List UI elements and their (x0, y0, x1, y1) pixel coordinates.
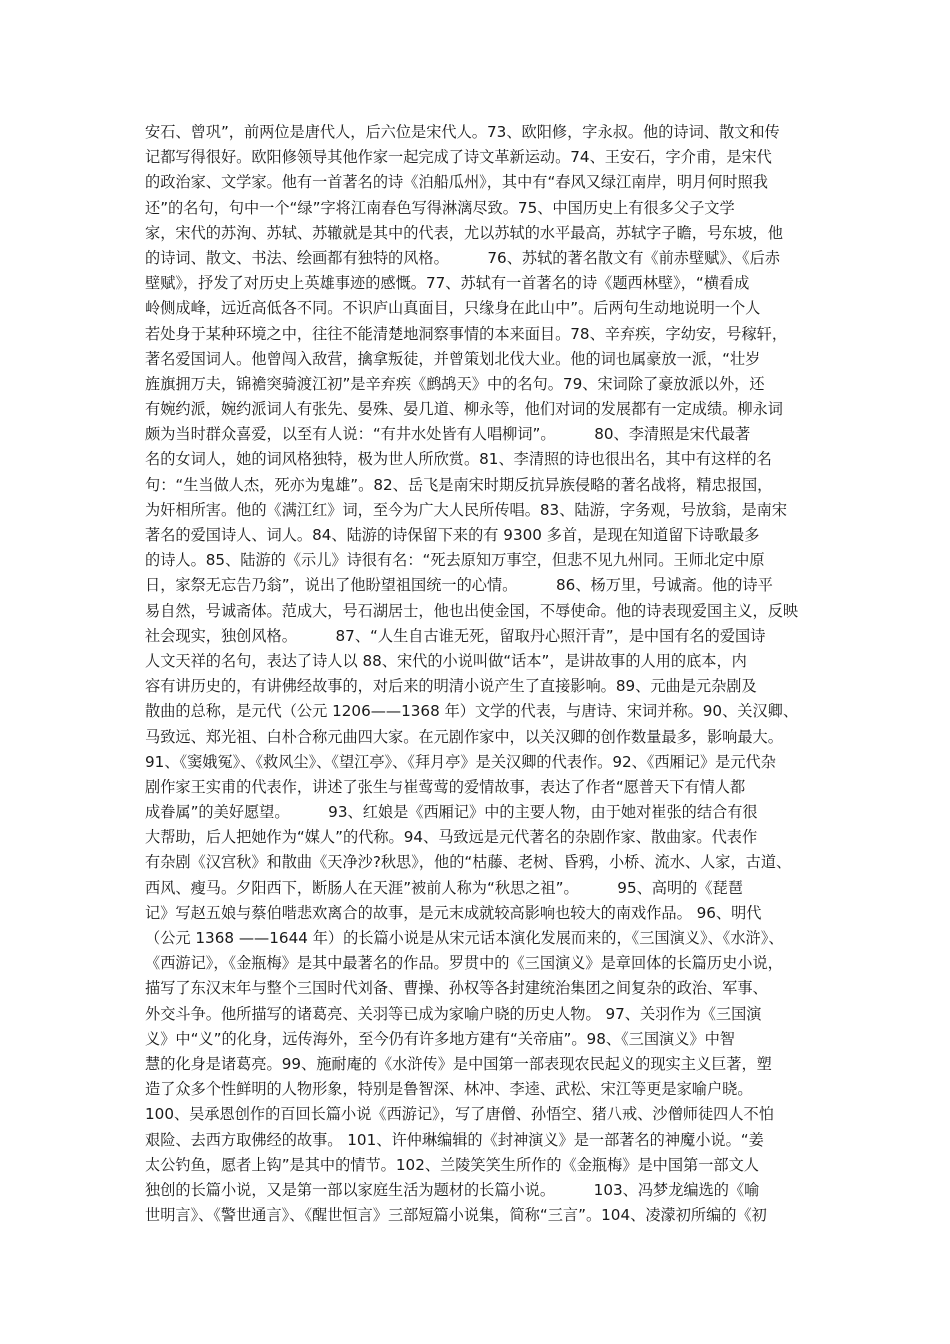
text-line: 马致远、郑光祖、白朴合称元曲四大家。在元剧作家中，以关汉卿的创作数量最多，影响最大。 (145, 727, 783, 746)
text-line: 的诗人。85、陆游的《示儿》诗很有名：“死去原知万事空，但悲不见九州同。王师北定中原 (145, 551, 765, 570)
text-line: 记》写赵五娘与蔡伯喈悲欢离合的故事，是元末成就较高影响也较大的南戏作品。 96、明代 (145, 903, 762, 922)
text-line: 剧作家王实甫的代表作，讲述了张生与崔莺莺的爱情故事，表达了作者“愿普天下有情人都 (145, 777, 746, 796)
text-line: 的政治家、文学家。他有一首著名的诗《泊船瓜州》，其中有“春风又绿江南岸，明月何时照我 (145, 173, 768, 192)
text-line: 颇为当时群众喜爱，以至有人说：“有井水处皆有人唱柳词”。 80、李清照是宋代最著 (145, 425, 751, 444)
text-line: 记都写得很好。欧阳修领导其他作家一起完成了诗文革新运动。74、王安石，字介甫，是宋代 (145, 148, 772, 167)
text-line: 造了众多个性鲜明的人物形象，特别是鲁智深、林冲、李逵、武松、宋江等更是家喻户晓。 (145, 1080, 753, 1099)
text-line: 若处身于某种环境之中，往往不能清楚地洞察事情的本来面目。78、辛弃疾，字幼安，号稼轩， (145, 324, 788, 343)
text-line: （公元 1368 ——1644 年）的长篇小说是从宋元话本演化发展而来的，《三国演义》、《水浒》、 (145, 929, 784, 947)
text-line: 慧的化身是诸葛亮。99、施耐庵的《水浒传》是中国第一部表现农民起义的现实主义巨著，塑 (145, 1054, 772, 1073)
text-line: 太公钓鱼，愿者上钩”是其中的情节。102、兰陵笑笑生所作的《金瓶梅》是中国第一部文人 (145, 1155, 759, 1174)
text-line: 为奸相所害。他的《满江红》词，至今为广大人民所传唱。83、陆游，字务观，号放翁，是南宋 (145, 500, 788, 519)
text-line: 散曲的总称，是元代（公元 1206——1368 年）文学的代表，与唐诗、宋词并称。90、关汉卿、 (145, 702, 799, 721)
text-line: 还”的名句，句中一个“绿”字将江南春色写得淋漓尽致。75、中国历史上有很多父子文学 (145, 198, 735, 217)
text-line: 家，宋代的苏洵、苏轼、苏辙就是其中的代表，尤以苏轼的水平最高，苏轼字子瞻，号东坡，他 (145, 223, 783, 242)
text-line: 著名爱国词人。他曾闯入敌营，擒拿叛徒，并曾策划北伐大业。他的词也属豪放一派，“壮岁 (145, 349, 761, 368)
text-line: 壁赋》，抒发了对历史上英雄事迹的感慨。77、苏轼有一首著名的诗《题西林壁》，“横看成 (145, 274, 750, 293)
text-line: 人文天祥的名句，表达了诗人以 88、宋代的小说叫做“话本”，是讲故事的人用的底本，内 (145, 651, 747, 670)
text-line: 西风、瘦马。夕阳西下，断肠人在天涯”被前人称为“秋思之祖”。 95、高明的《琵琶 (145, 878, 743, 897)
text-line: 有婉约派，婉约派词人有张先、晏殊、晏几道、柳永等，他们对词的发展都有一定成绩。柳永词 (145, 400, 783, 419)
text-line: 义》中“义”的化身，远传海外，至今仍有许多地方建有“关帝庙”。98、《三国演义》中智 (145, 1029, 735, 1048)
text-line: 社会现实，独创风格。 87、“人生自古谁无死，留取丹心照汗青”，是中国有名的爱国诗 (145, 626, 766, 645)
text-line: 艰险、去西方取佛经的故事。 101、许仲琳编辑的《封神演义》是一部著名的神魔小说。“姜 (145, 1130, 764, 1149)
text-line: 的诗词、散文、书法、绘画都有独特的风格。 76、苏轼的著名散文有《前赤壁赋》、《后赤 (145, 248, 781, 267)
body-text (145, 120, 810, 1228)
text-line: 描写了东汉末年与整个三国时代刘备、曹操、孙权等各封建统治集团之间复杂的政治、军事、 (145, 979, 768, 998)
text-line: 安石、曾巩”，前两位是唐代人，后六位是宋代人。73、欧阳修，字永叔。他的诗词、散文和传 (145, 123, 780, 141)
text-line: 成眷属”的美好愿望。 93、红娘是《西厢记》中的主要人物，由于她对崔张的结合有很 (145, 803, 758, 822)
text-line: 岭侧成峰，远近高低各不同。不识庐山真面目，只缘身在此山中”。后两句生动地说明一个人 (145, 299, 761, 318)
text-line: 《西游记》，《金瓶梅》是其中最著名的作品。罗贯中的《三国演义》是章回体的长篇历史小说， (145, 954, 783, 973)
text-line: 有杂剧《汉宫秋》和散曲《天净沙?秋思》，他的“枯藤、老树、昏鸦，小桥、流水、人家，古道、 (145, 853, 792, 872)
text-line: 100、吴承恩创作的百回长篇小说《西游记》，写了唐僧、孙悟空、猪八戒、沙僧师徒四人不怕 (145, 1105, 774, 1124)
text-line: 外交斗争。他所描写的诸葛亮、关羽等已成为家喻户晓的历史人物。 97、关羽作为《三国演 (145, 1004, 762, 1023)
text-line: 旌旗拥万夫，锦襜突骑渡江初”是辛弃疾《鹧鸪天》中的名句。79、宋词除了豪放派以外，还 (145, 374, 765, 393)
text-line: 世明言》、《警世通言》、《醒世恒言》三部短篇小说集，简称“三言”。104、凌濛初所编的《初 (145, 1206, 767, 1225)
text-line: 91、《窦娥冤》、《救风尘》、《望江亭》、《拜月亭》是关汉卿的代表作。92、《西厢记》是元代杂 (145, 752, 776, 771)
text-line: 易自然，号诚斋体。范成大，号石湖居士，他也出使金国，不辱使命。他的诗表现爱国主义，反映 (145, 601, 799, 620)
text-line: 独创的长篇小说，又是第一部以家庭生活为题材的长篇小说。 103、冯梦龙编选的《喻 (145, 1180, 760, 1199)
text-line: 容有讲历史的，有讲佛经故事的，对后来的明清小说产生了直接影响。89、元曲是元杂剧及 (145, 677, 757, 696)
text-line: 句：“生当做人杰，死亦为鬼雄”。82、岳飞是南宋时期反抗异族侵略的著名战将，精忠报国， (145, 475, 773, 494)
text-line: 日，家祭无忘告乃翁”，说出了他盼望祖国统一的心情。 86、杨万里，号诚斋。他的诗平 (145, 576, 773, 595)
text-line: 大帮助，后人把她作为“媒人”的代称。94、马致远是元代著名的杂剧作家、散曲家。代表作 (145, 828, 758, 847)
text-line: 著名的爱国诗人、词人。84、陆游的诗保留下来的有 9300 多首，是现在知道留下诗歌最多 (145, 526, 760, 544)
text-line: 名的女词人，她的词风格独特，极为世人所欣赏。81、李清照的诗也很出名，其中有这样的名 (145, 450, 772, 469)
